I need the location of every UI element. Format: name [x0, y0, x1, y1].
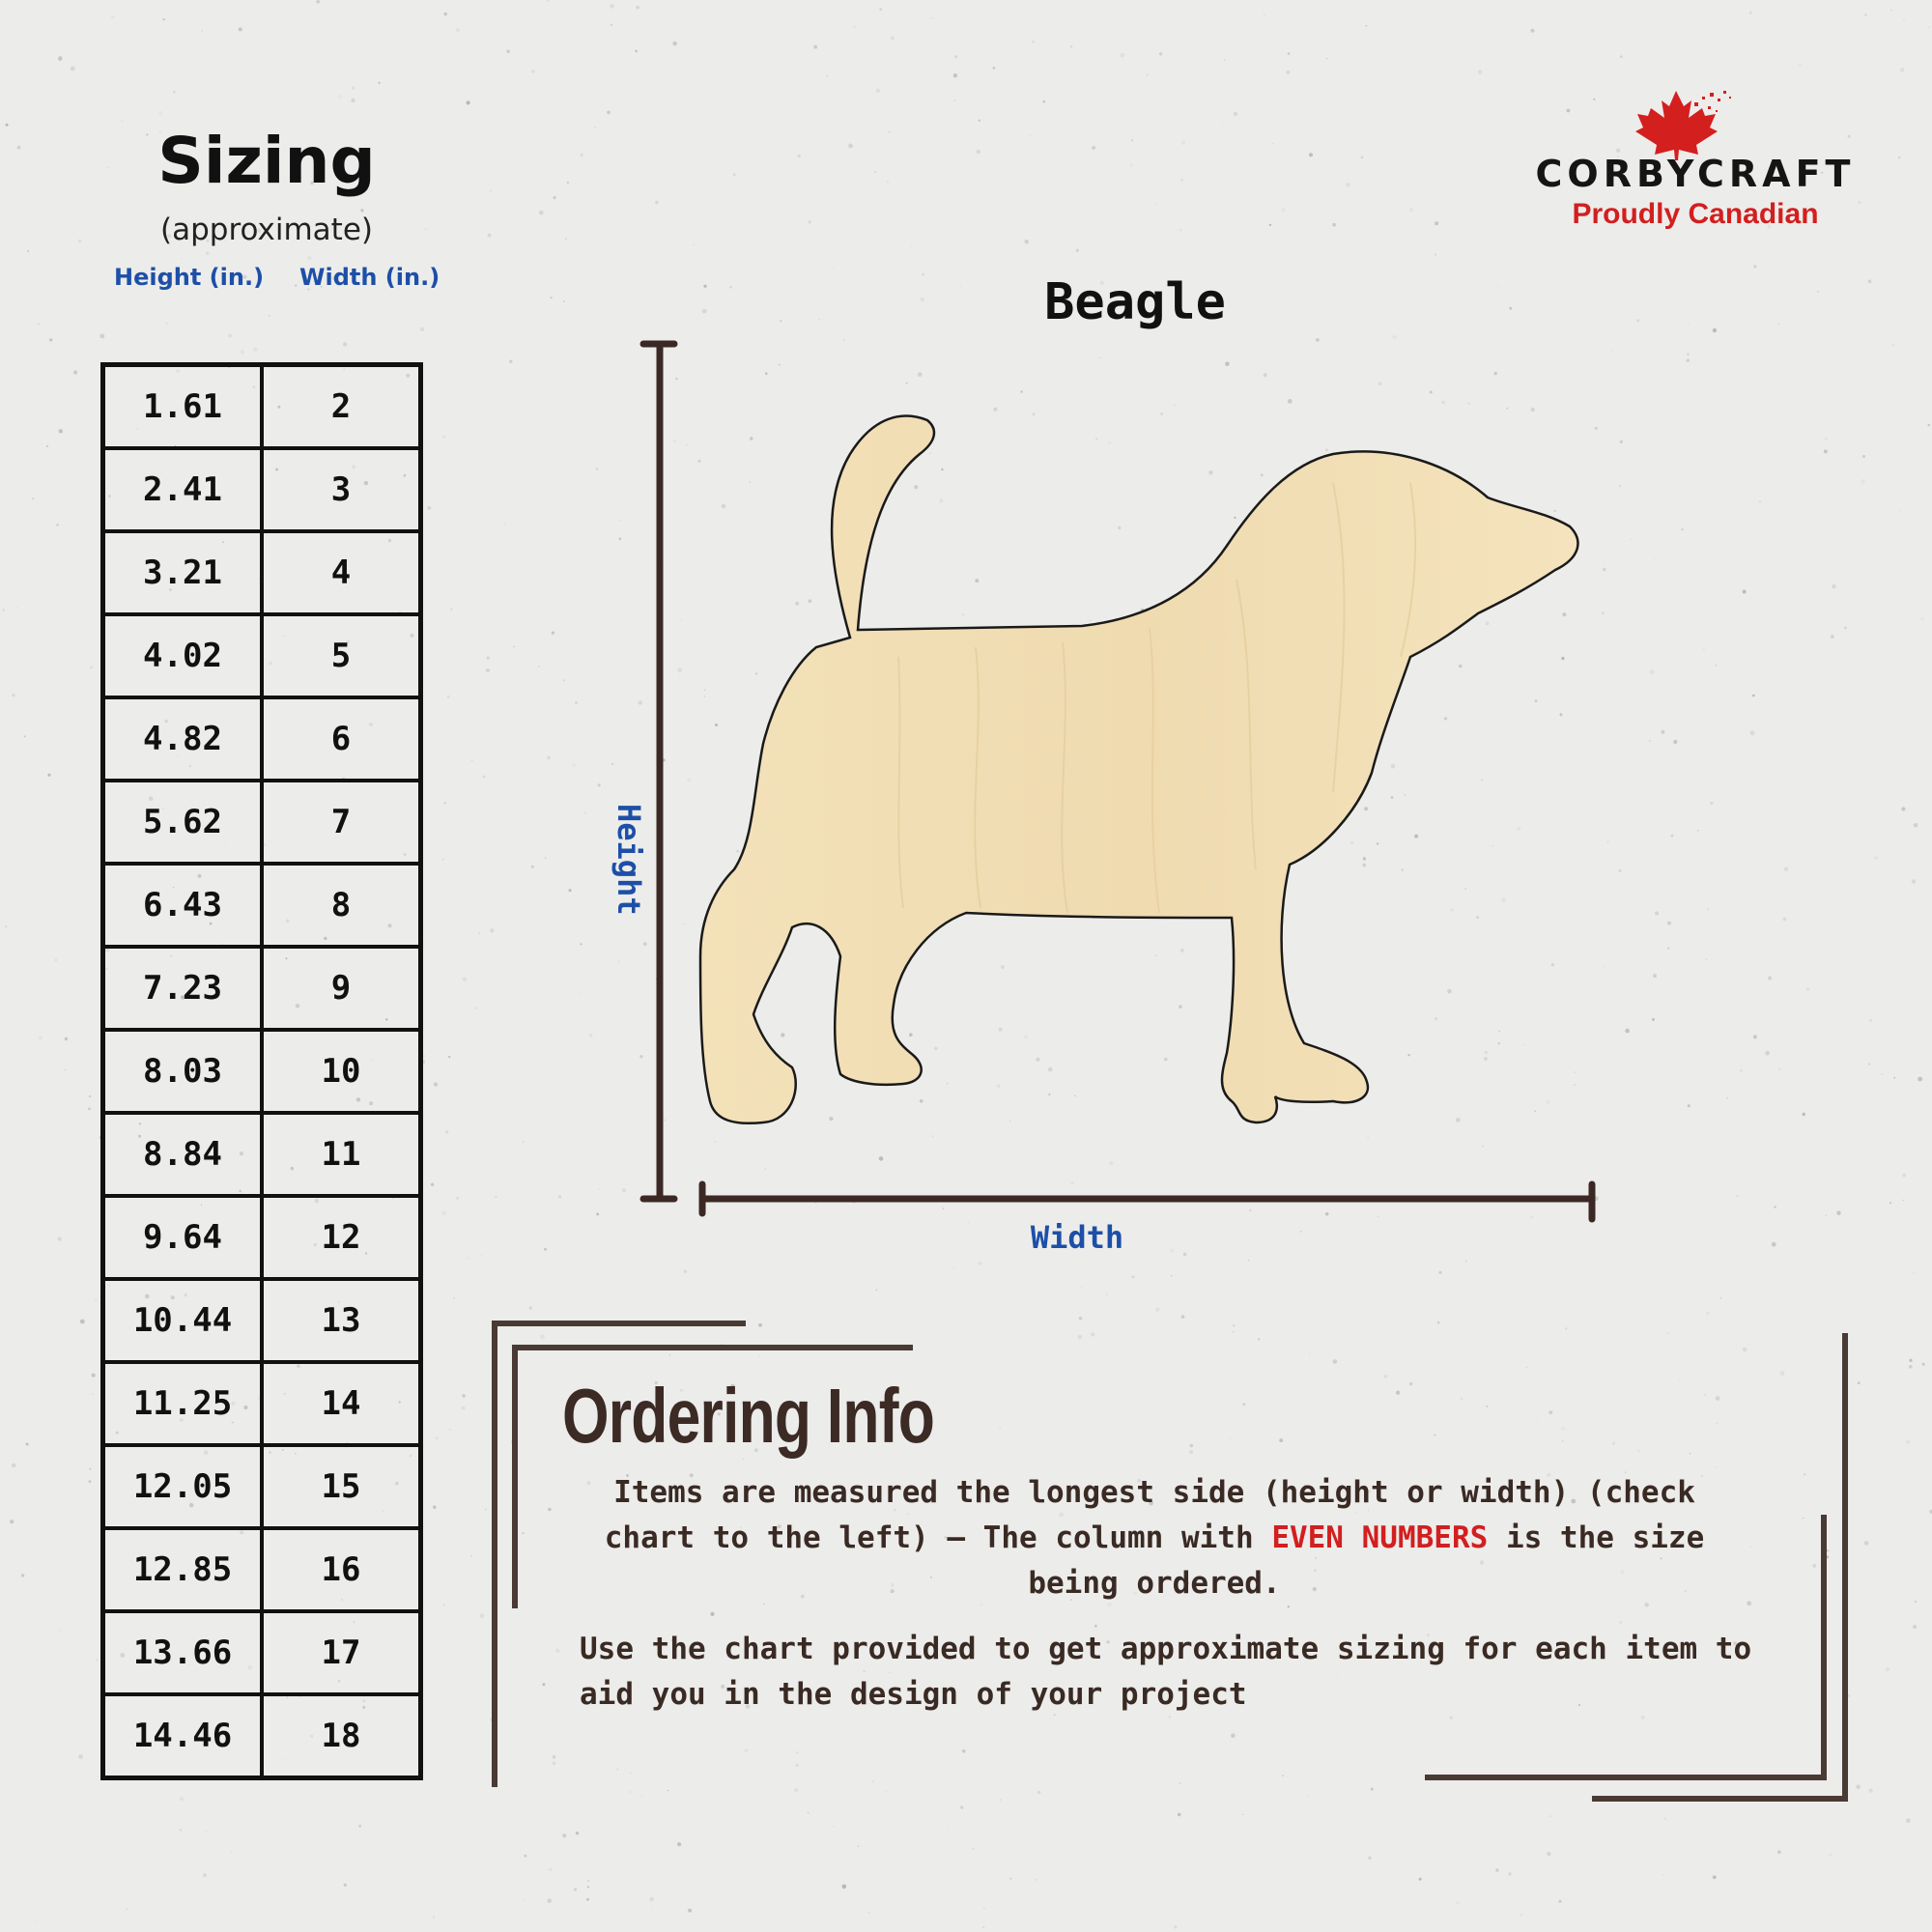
height-label: Height: [611, 804, 647, 916]
width-cell: 8: [262, 864, 421, 947]
height-cell: 14.46: [103, 1694, 263, 1778]
width-cell: 3: [262, 448, 421, 531]
ordering-text: is the size being ordered.: [1028, 1520, 1705, 1601]
ordering-paragraph-2: Use the chart provided to get approximate sizing for each item to aid you in the design of your project: [580, 1632, 1752, 1712]
sizing-subtitle: (approximate): [160, 213, 373, 247]
width-cell: 7: [262, 781, 421, 864]
height-cell: 1.61: [103, 365, 263, 449]
ordering-text: Items are measured the longest side (height or width) (check chart to the left) – The column with: [604, 1475, 1695, 1555]
height-cell: 6.43: [103, 864, 263, 947]
ordering-title: Ordering Info: [562, 1373, 935, 1459]
brand-name: CORBYCRAFT: [1535, 153, 1856, 195]
width-cell: 11: [262, 1113, 421, 1196]
width-column-header: Width (in.): [299, 264, 440, 291]
width-cell: 6: [262, 697, 421, 781]
height-cell: 12.05: [103, 1445, 263, 1528]
width-cell: 14: [262, 1362, 421, 1445]
height-cell: 7.23: [103, 947, 263, 1030]
height-cell: 4.02: [103, 614, 263, 697]
height-column-header: Height (in.): [114, 264, 265, 291]
width-cell: 18: [262, 1694, 421, 1778]
brand-tagline: Proudly Canadian: [1572, 198, 1819, 230]
height-cell: 2.41: [103, 448, 263, 531]
width-cell: 16: [262, 1528, 421, 1611]
height-cell: 8.03: [103, 1030, 263, 1113]
width-cell: 17: [262, 1611, 421, 1694]
height-cell: 11.25: [103, 1362, 263, 1445]
width-cell: 12: [262, 1196, 421, 1279]
height-cell: 9.64: [103, 1196, 263, 1279]
ordering-paragraph-1: [570, 1470, 1739, 1606]
height-cell: 3.21: [103, 531, 263, 614]
width-cell: 2: [262, 365, 421, 449]
width-cell: 10: [262, 1030, 421, 1113]
height-cell: 8.84: [103, 1113, 263, 1196]
height-cell: 5.62: [103, 781, 263, 864]
width-label: Width: [1030, 1219, 1124, 1256]
height-cell: 12.85: [103, 1528, 263, 1611]
sizing-title: Sizing: [157, 124, 376, 198]
width-cell: 9: [262, 947, 421, 1030]
height-cell: 10.44: [103, 1279, 263, 1362]
product-title: Beagle: [1044, 273, 1226, 331]
width-cell: 5: [262, 614, 421, 697]
height-cell: 4.82: [103, 697, 263, 781]
width-cell: 13: [262, 1279, 421, 1362]
width-cell: 15: [262, 1445, 421, 1528]
width-cell: 4: [262, 531, 421, 614]
even-numbers-highlight: EVEN NUMBERS: [1271, 1520, 1489, 1555]
height-cell: 13.66: [103, 1611, 263, 1694]
